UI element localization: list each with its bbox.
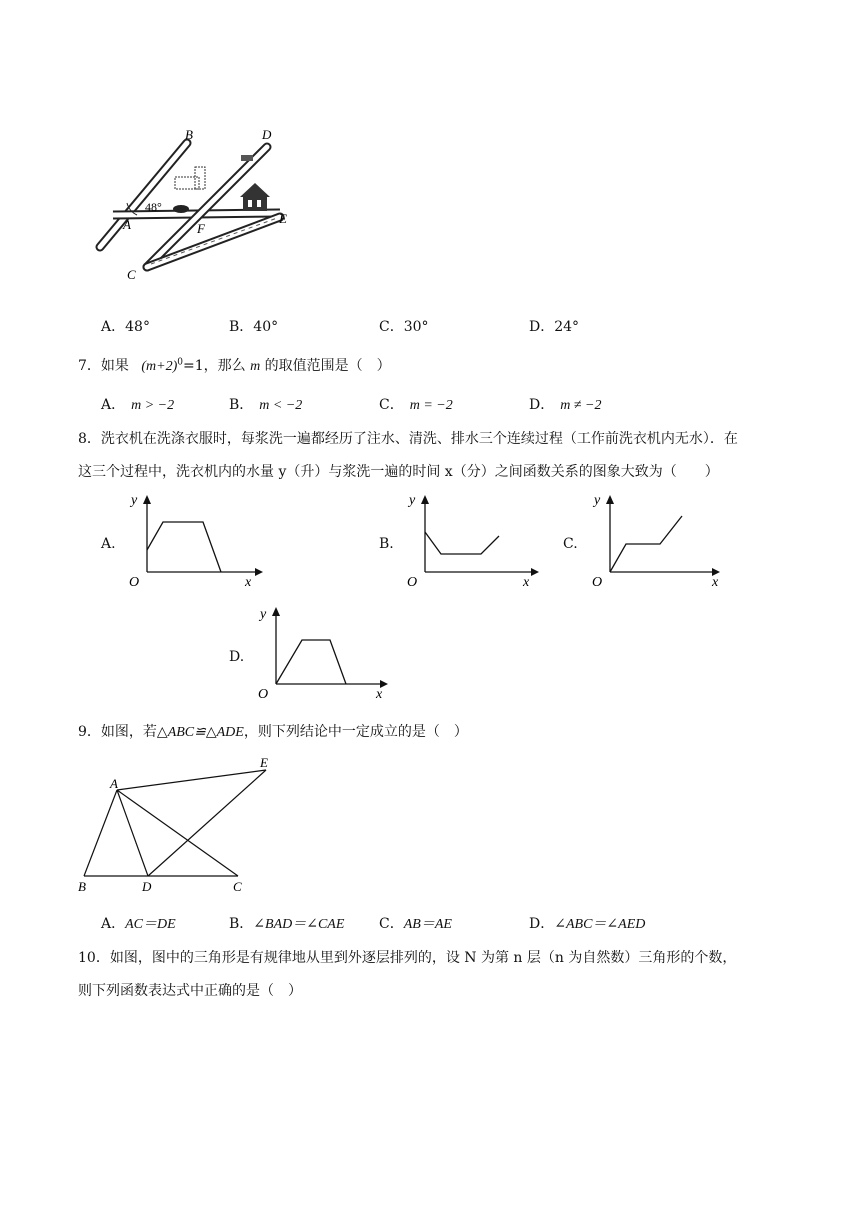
road-ab xyxy=(100,143,187,247)
q9-label-a: A xyxy=(110,776,118,791)
figure-q9-triangles xyxy=(72,752,287,897)
svg-text:x: x xyxy=(245,575,252,590)
q8-graph-a-curve xyxy=(147,522,221,572)
q9-stem: 9．如图，若△ABC≌△ADE，则下列结论中一定成立的是（ ） xyxy=(78,724,468,740)
q7-option-c[interactable]: C． m = −2 xyxy=(379,397,453,413)
q6-option-a[interactable]: A．48° xyxy=(101,319,150,335)
house-icon xyxy=(240,183,270,211)
svg-text:y: y xyxy=(409,493,416,508)
svg-text:O: O xyxy=(407,575,418,590)
label-d: D xyxy=(262,127,272,142)
label-b: B xyxy=(185,127,193,142)
svg-text:x: x xyxy=(376,687,383,702)
q8-graph-a-letter[interactable]: A. xyxy=(101,536,116,552)
q7-stem: 7．如果 $(m+2)^0=1$，那么 m 的取值范围是（ ） xyxy=(78,357,391,374)
q9-label-c: C xyxy=(233,879,242,894)
label-angle: 48° xyxy=(145,200,162,214)
label-a: A xyxy=(123,217,131,232)
q8-graph-b[interactable] xyxy=(403,492,543,592)
q9-label-d: D xyxy=(142,879,152,894)
q9-label-b: B xyxy=(78,879,86,894)
q9-option-a[interactable]: A．AC＝DE xyxy=(101,916,176,932)
q8-graph-c-letter[interactable]: C. xyxy=(563,536,578,552)
q8-graph-a[interactable] xyxy=(125,492,265,592)
q8-graph-c[interactable] xyxy=(588,492,728,592)
q8-graph-b-letter[interactable]: B. xyxy=(379,536,394,552)
label-e: E xyxy=(279,211,287,226)
label-c: C xyxy=(127,267,136,282)
svg-text:y: y xyxy=(260,607,267,622)
label-f: F xyxy=(197,221,205,236)
q8-graph-d-curve xyxy=(276,640,346,684)
q8-graph-d-letter[interactable]: D. xyxy=(229,649,245,665)
svg-text:O: O xyxy=(129,575,140,590)
svg-text:y: y xyxy=(594,493,601,508)
q9-option-b[interactable]: B．∠BAD＝∠CAE xyxy=(229,916,345,932)
q7-option-a[interactable]: A． m > −2 xyxy=(101,397,175,413)
q9-option-c[interactable]: C．AB＝AE xyxy=(379,916,452,932)
q8-graph-c-curve xyxy=(610,516,682,572)
q6-option-d[interactable]: D．24° xyxy=(529,319,580,335)
q9-label-e: E xyxy=(260,755,268,770)
q10-stem-line1: 10．如图，图中的三角形是有规律地从里到外逐层排列的，设 N 为第 n 层（n 为自然数）三角形的个数， xyxy=(78,950,737,966)
q8-graph-b-curve xyxy=(425,532,499,554)
q7-option-b[interactable]: B． m < −2 xyxy=(229,397,303,413)
svg-text:O: O xyxy=(258,687,269,702)
car-icon xyxy=(173,205,189,213)
q6-option-c[interactable]: C．30° xyxy=(379,319,429,335)
q8-stem-line2: 这三个过程中，洗衣机内的水量 y（升）与浆洗一遍的时间 x（分）之间函数关系的图象大致为（ ） xyxy=(78,464,719,480)
q6-option-b[interactable]: B．40° xyxy=(229,319,279,335)
q8-graph-d[interactable] xyxy=(254,604,394,704)
q10-stem-line2: 则下列函数表达式中正确的是（ ） xyxy=(78,983,302,999)
tree-icon xyxy=(241,155,253,161)
figure-q6-roads xyxy=(95,125,300,285)
svg-text:O: O xyxy=(592,575,603,590)
q8-stem-line1: 8．洗衣机在洗涤衣服时，每浆洗一遍都经历了注水、清洗、排水三个连续过程（工作前洗衣机内无水）．在 xyxy=(78,431,738,447)
building-left xyxy=(175,167,205,189)
q9-option-d[interactable]: D．∠ABC＝∠AED xyxy=(529,916,646,932)
svg-text:y: y xyxy=(131,493,138,508)
q7-option-d[interactable]: D． m ≠ −2 xyxy=(529,397,602,413)
svg-text:x: x xyxy=(712,575,719,590)
svg-text:x: x xyxy=(523,575,530,590)
